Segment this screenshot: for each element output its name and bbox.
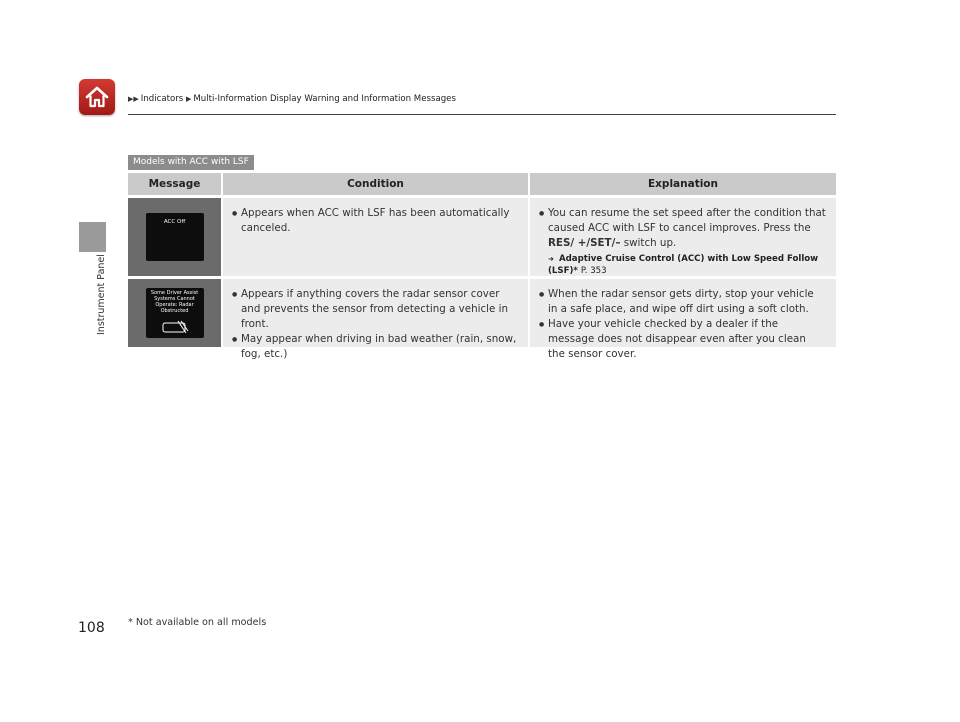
explanation-item: ● Have your vehicle checked by a dealer if the message does not disappear even after you clean the sensor cover. [548, 317, 826, 362]
table-row [128, 279, 836, 360]
condition-item: ● May appear when driving in bad weather (rain, snow, fog, etc.) [241, 332, 518, 362]
condition-cell [223, 279, 528, 360]
condition-item: ● Appears when ACC with LSF has been automatically canceled. [241, 206, 518, 236]
switch-name: RES/ +/SET/– [548, 237, 621, 249]
explanation-cell [530, 198, 836, 276]
side-tab-label [96, 254, 107, 335]
cross-reference[interactable] [548, 253, 826, 277]
explanation-text: You can resume the set speed after the condition that caused ACC with LSF to cancel improves. Press the [548, 207, 826, 234]
explanation-item: ● When the radar sensor gets dirty, stop your vehicle in a safe place, and wipe off dirt using a soft cloth. [548, 287, 826, 317]
table-row [128, 198, 836, 276]
column-header-condition: Condition [223, 173, 528, 195]
condition-item: ● Appears if anything covers the radar sensor cover and prevents the sensor from detecting a vehicle in front. [241, 287, 518, 332]
reference-star: * [573, 266, 578, 276]
explanation-text-end: switch up. [620, 237, 677, 249]
home-button[interactable] [79, 79, 115, 115]
condition-cell [223, 198, 528, 276]
display-screen [146, 213, 204, 261]
column-header-explanation: Explanation [530, 173, 836, 195]
radar-sensor-icon [160, 320, 190, 336]
column-header-message: Message [128, 173, 221, 195]
breadcrumb-item-current[interactable]: Multi-Information Display Warning and Information Messages [193, 94, 456, 104]
message-image-radar-obstructed [128, 279, 221, 347]
breadcrumb-item-indicators[interactable]: Indicators [140, 94, 184, 104]
reference-title[interactable]: Adaptive Cruise Control (ACC) with Low Speed Follow (LSF) [548, 254, 819, 276]
reference-arrow-icon: ➜ [548, 255, 554, 263]
header-divider [128, 114, 836, 115]
side-tab-text: Instrument Panel [96, 254, 107, 335]
footnote: * Not available on all models [128, 617, 267, 628]
explanation-cell [530, 279, 836, 360]
page-number: 108 [78, 620, 105, 636]
reference-page[interactable]: P. 353 [580, 266, 607, 276]
side-tab-marker [79, 222, 106, 252]
table-header [128, 173, 836, 195]
breadcrumb-arrow-icon: ▶ [185, 95, 192, 103]
breadcrumb [128, 94, 456, 104]
display-screen [146, 288, 204, 338]
breadcrumb-arrow-icon: ▶▶ [128, 95, 139, 103]
screen-text: ACC Off [163, 219, 186, 225]
models-tag: Models with ACC with LSF [128, 155, 254, 170]
screen-text: Some Driver Assist Systems Cannot Operate: Radar Obstructed [150, 290, 199, 314]
explanation-item [548, 206, 826, 277]
message-image-acc-off [128, 198, 221, 276]
home-icon [84, 84, 110, 110]
